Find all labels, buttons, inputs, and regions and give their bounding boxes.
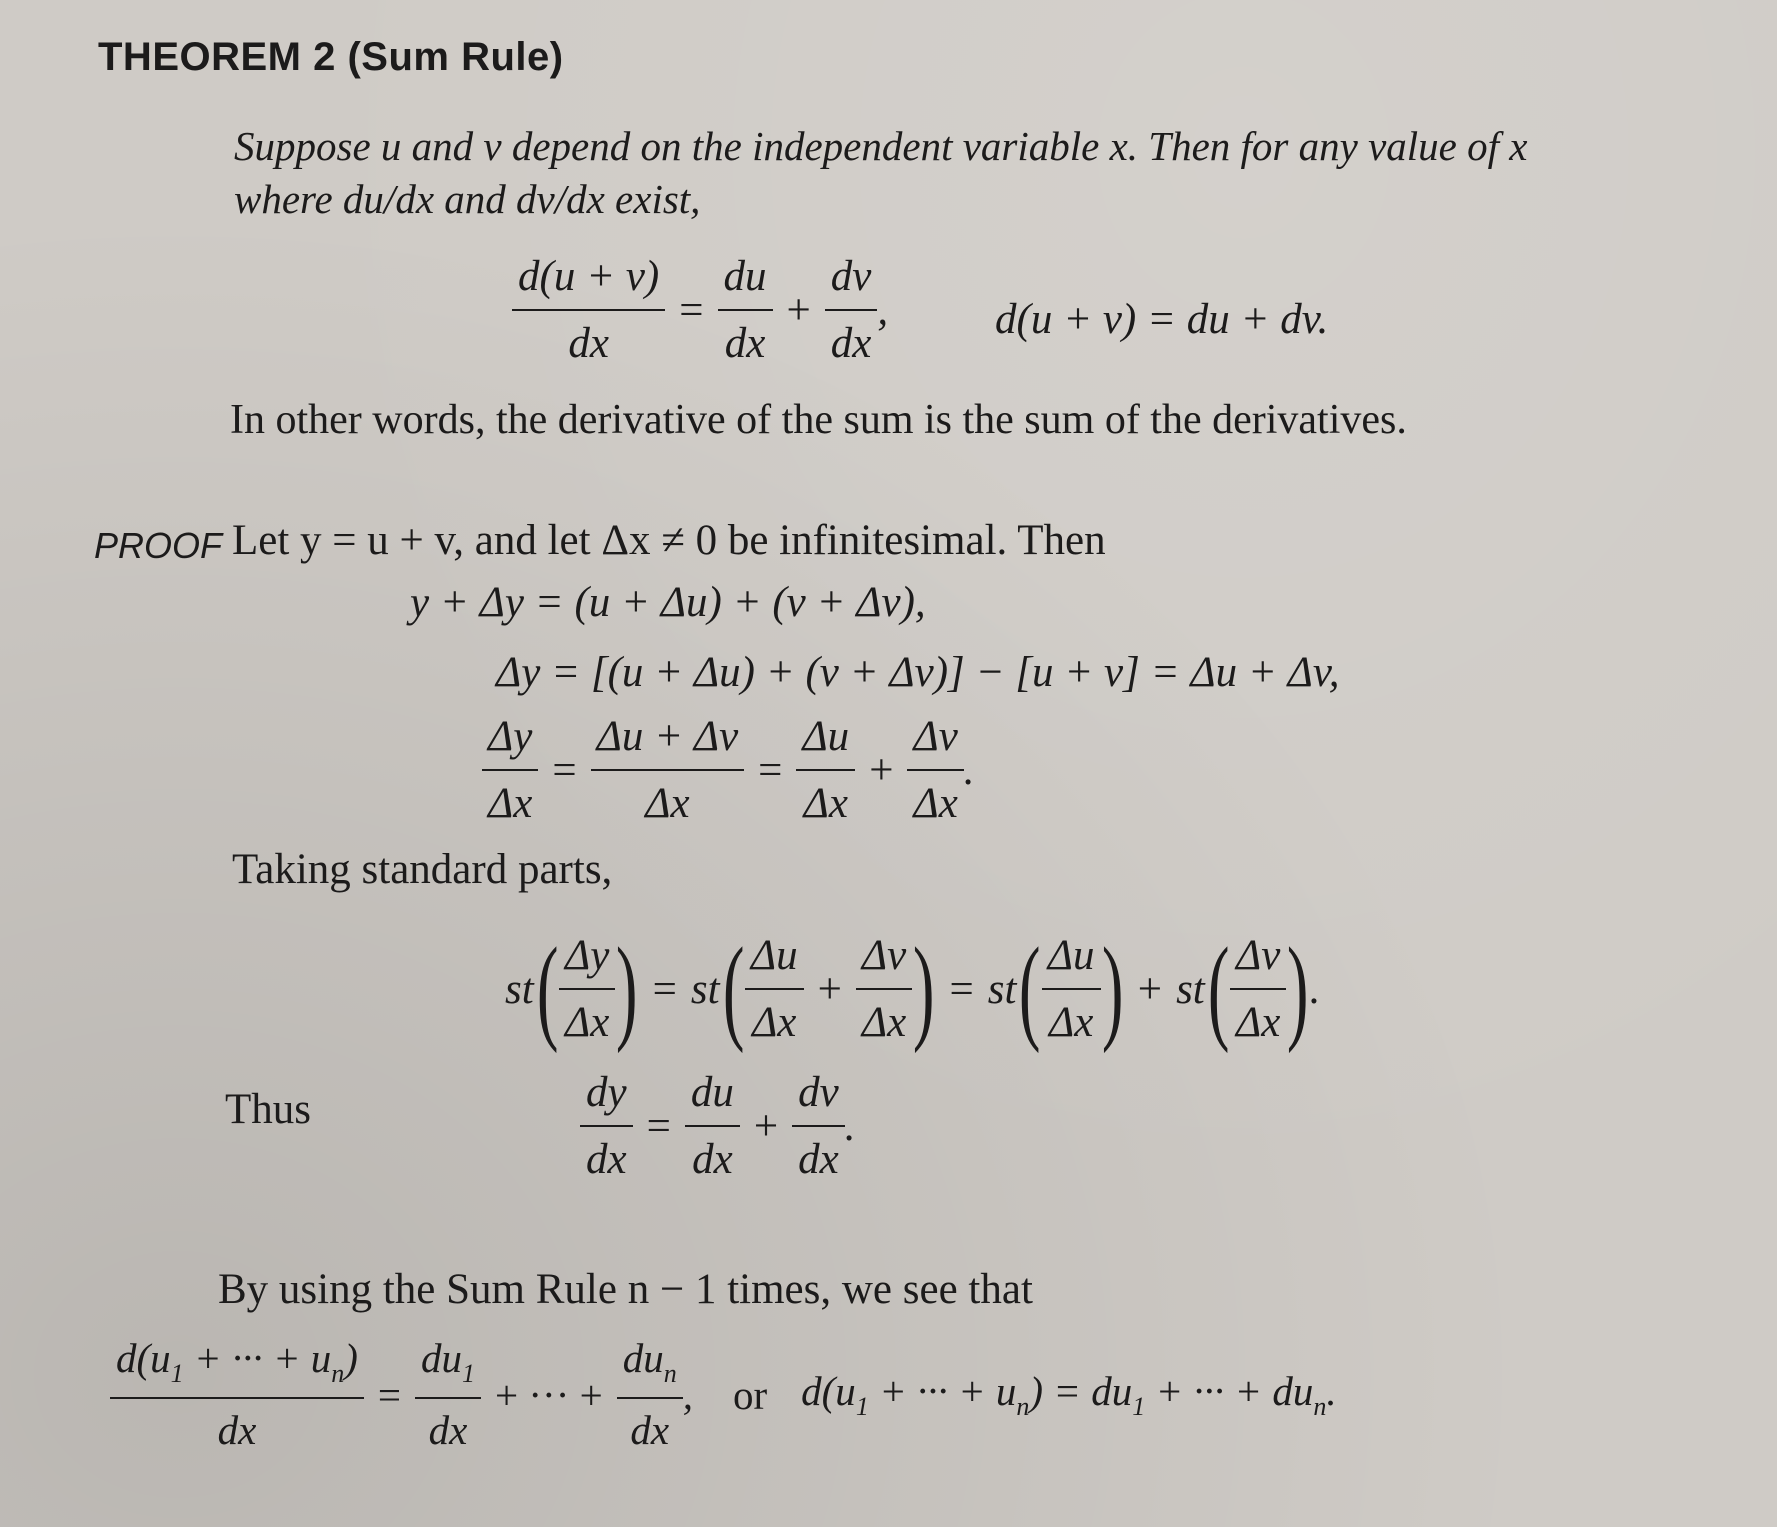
fraction-denominator: Δx [803, 780, 848, 828]
st-operator: st [505, 965, 534, 1013]
fraction-sum-derivative [110, 1335, 364, 1454]
proof-label: PROOF [94, 525, 223, 566]
fraction-numerator: Δu + Δv [591, 712, 745, 771]
fraction-du-dx [745, 931, 804, 1048]
fraction-dy-dx [559, 931, 615, 1048]
fraction-dv-over-dx [907, 712, 963, 829]
fraction-du-dx [718, 252, 773, 369]
taking-standard-parts: Taking standard parts, [232, 846, 613, 893]
right-paren: ) [616, 923, 638, 1054]
fraction-du-plus-dv [591, 712, 745, 829]
st-operator: st [690, 965, 720, 1013]
thus-equation [580, 1068, 855, 1185]
fraction-denominator: dx [428, 1406, 468, 1453]
fraction-dv-dx [1230, 931, 1286, 1048]
fraction-du-over-dx [796, 712, 855, 829]
fraction-dv-dx [856, 931, 912, 1048]
fraction-numerator: dy [580, 1068, 633, 1127]
fraction-denominator: Δx [488, 780, 533, 828]
proof-line-2: Δy = [(u + Δu) + (v + Δv)] − [u + v] = Δu + Δv, [496, 649, 1340, 696]
fraction-numerator: Δv [1230, 931, 1286, 990]
fraction-numerator: Δy [559, 931, 615, 990]
fraction-dv-dx [825, 252, 878, 369]
period: . [1309, 965, 1321, 1013]
fraction-numerator: Δy [482, 712, 538, 771]
fraction-denominator: Δx [645, 780, 690, 828]
equals-sign: = [377, 1371, 402, 1418]
fraction-numerator: $d(u_1$ + ··· + $u_n$) [110, 1335, 364, 1399]
or-word: or [733, 1371, 768, 1418]
period: . [844, 1102, 856, 1150]
fraction-denominator: dx [692, 1136, 733, 1184]
fraction-denominator: Δx [564, 999, 610, 1046]
fraction-numerator: $du_n$ [617, 1335, 683, 1399]
corollary-intro: By using the Sum Rule n − 1 times, we see that [218, 1266, 1033, 1313]
fraction-dun-dx [617, 1335, 683, 1454]
fraction-denominator: dx [724, 320, 766, 368]
fraction-denominator: dx [798, 1136, 839, 1184]
right-paren: ) [1101, 923, 1123, 1054]
fraction-lhs [512, 252, 665, 369]
fraction-denominator: Δx [1048, 999, 1094, 1046]
plus-ellipsis: + ··· + [495, 1371, 603, 1418]
st-operator: st [987, 965, 1017, 1013]
proof-line-3 [482, 712, 975, 829]
period: . [963, 746, 975, 794]
fraction-numerator: dv [792, 1068, 845, 1127]
st-operator: st [1176, 965, 1205, 1013]
fraction-denominator: dx [630, 1406, 670, 1453]
proof-line-1: y + Δy = (u + Δu) + (v + Δv), [410, 579, 926, 626]
theorem-differential-form: d(u + v) = du + dv. [995, 296, 1329, 343]
fraction-numerator: dv [825, 252, 878, 311]
fraction-denominator: dx [217, 1406, 257, 1453]
fraction-numerator: Δu [745, 931, 804, 990]
plus-sign: + [786, 286, 811, 334]
fraction-denominator: dx [830, 320, 872, 368]
fraction-denominator: Δx [1236, 999, 1281, 1046]
theorem-statement-line2: where du/dx and dv/dx exist, [234, 176, 701, 222]
fraction-numerator: du [685, 1068, 740, 1127]
plus-sign: + [869, 746, 894, 794]
fraction-dv-dx [792, 1068, 845, 1185]
fraction-denominator: Δx [861, 999, 907, 1046]
fraction-numerator: Δv [907, 712, 963, 771]
theorem-statement-line1: Suppose u and v depend on the independent variable x. Then for any value of x [234, 123, 1528, 169]
fraction-du-dx [685, 1068, 740, 1185]
comma: , [682, 1371, 693, 1418]
plus-sign: + [753, 1102, 779, 1150]
left-paren: ( [536, 923, 559, 1054]
fraction-dy-dx [482, 712, 538, 829]
plus-sign: + [1137, 965, 1163, 1013]
fraction-denominator: Δx [752, 999, 797, 1046]
proof-intro: Let y = u + v, and let Δx ≠ 0 be infinitesimal. Then [232, 517, 1106, 564]
left-paren: ( [722, 923, 745, 1054]
equals-sign: = [758, 746, 783, 794]
fraction-denominator: dx [568, 320, 609, 368]
fraction-dy-dx [580, 1068, 633, 1185]
right-paren: ) [913, 923, 935, 1054]
fraction-numerator: Δu [796, 712, 855, 771]
theorem-restatement: In other words, the derivative of the sum is the sum of the derivatives. [230, 397, 1407, 443]
right-paren: ) [1287, 923, 1309, 1054]
thus-label: Thus [225, 1086, 311, 1133]
fraction-denominator: dx [586, 1136, 627, 1184]
fraction-denominator: Δx [913, 780, 958, 828]
left-paren: ( [1019, 923, 1041, 1054]
equals-sign: = [949, 965, 974, 1013]
equals-sign: = [646, 1102, 671, 1150]
comma: , [877, 286, 889, 334]
plus-sign: + [817, 965, 842, 1013]
standard-part-equation [505, 923, 1321, 1054]
fraction-numerator: du [718, 252, 773, 311]
left-paren: ( [1207, 923, 1230, 1054]
fraction-du-dx [1042, 931, 1101, 1048]
fraction-numerator: d(u + v) [512, 252, 665, 311]
fraction-numerator: $du_1$ [415, 1335, 481, 1399]
corollary-equation [110, 1335, 1337, 1454]
equals-sign: = [552, 746, 577, 794]
corollary-differential-form: $d(u_1$ + ··· + $u_n) = du_1$ + ··· + $du_n$. [801, 1368, 1337, 1422]
theorem-title: THEOREM 2 (Sum Rule) [98, 35, 564, 79]
fraction-numerator: Δv [856, 931, 912, 990]
theorem-equation [512, 252, 888, 369]
fraction-numerator: Δu [1042, 931, 1101, 990]
fraction-du1-dx [415, 1335, 481, 1454]
equals-sign: = [652, 965, 677, 1013]
equals-sign: = [679, 286, 704, 334]
